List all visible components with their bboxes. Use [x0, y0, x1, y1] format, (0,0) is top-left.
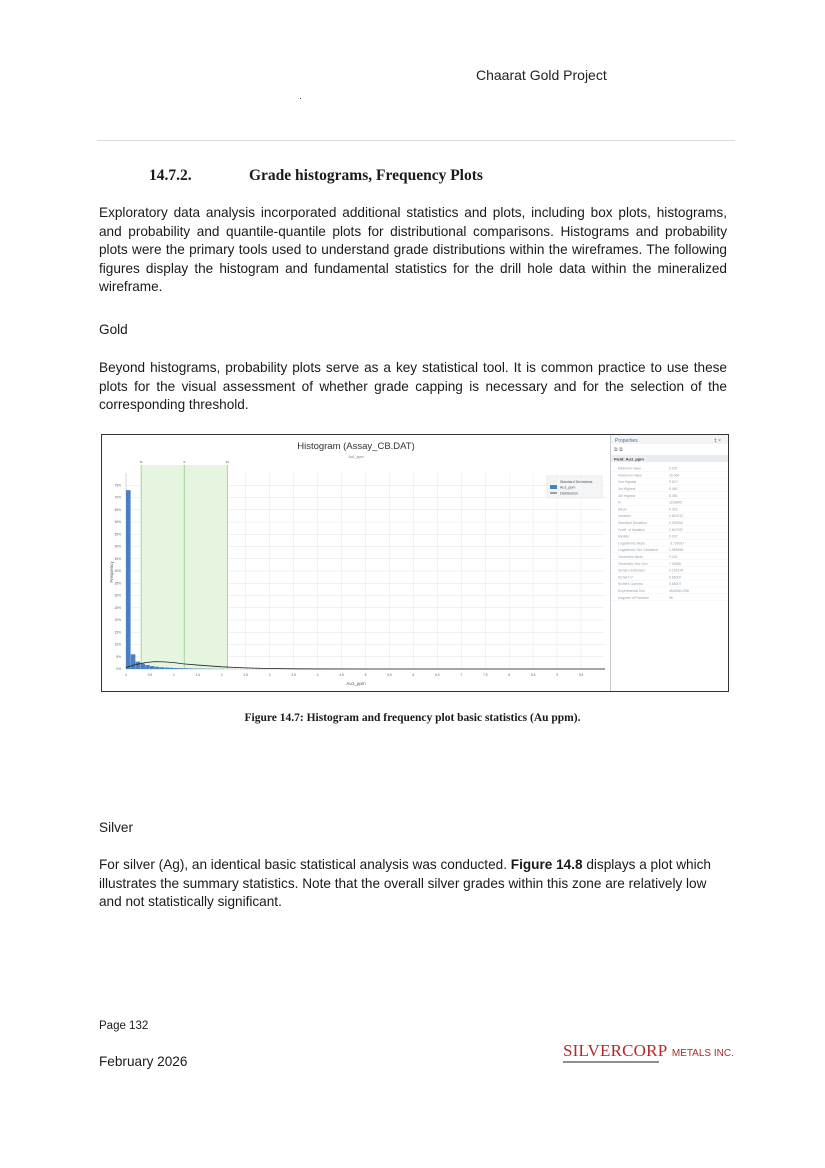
x-tick-label: 8.5: [530, 673, 536, 677]
legend-swatch-bars: [550, 485, 557, 489]
properties-title: Properties: [615, 438, 638, 444]
x-tick-label: 7: [460, 673, 463, 677]
property-name: Logarithmic Std. Deviation: [618, 548, 658, 553]
y-tick-label: 15%: [114, 630, 121, 635]
properties-panel: [610, 435, 728, 691]
y-tick-label: 55%: [114, 532, 121, 537]
chart-subtitle: Au1_ppm: [348, 455, 364, 459]
x-axis-label: Au1_ppm: [346, 681, 366, 686]
y-tick-label: 40%: [114, 569, 121, 573]
pin-close-icon[interactable]: ‡ ×: [714, 438, 722, 444]
histogram-bar: [174, 668, 179, 669]
x-tick-label: 5.5: [387, 673, 392, 677]
property-value: 96: [669, 595, 673, 600]
figure-caption: Figure 14.7: Histogram and frequency plot basic statistics (Au ppm).: [244, 712, 581, 724]
x-tick-label: 4: [316, 673, 319, 677]
histogram-bar: [126, 490, 131, 669]
property-name: Coeff. of Variation: [618, 527, 645, 532]
histogram-bar: [140, 664, 145, 669]
x-tick-label: 6: [412, 673, 415, 677]
silver-text-start: For silver (Ag), an identical basic statistical analysis was conducted.: [99, 857, 511, 872]
property-name: N: [618, 500, 621, 505]
property-value: 0.024: [669, 555, 678, 559]
legend-swatch-std: [550, 480, 557, 483]
histogram-bar: [179, 668, 184, 669]
x-tick-label: 2.5: [243, 673, 248, 677]
y-axis-label: Frequency: [109, 561, 114, 583]
field-name: Field: Au1_ppm: [614, 456, 644, 462]
property-name: Variance: [618, 514, 632, 519]
property-value: 16.000: [669, 473, 680, 478]
histogram-bar: [155, 667, 160, 669]
property-value: -3.730017: [669, 541, 685, 546]
histogram-chart: [102, 435, 728, 691]
silver-paragraph: [99, 856, 727, 912]
x-tick-label: 5: [364, 673, 367, 677]
x-tick-label: 8: [508, 673, 511, 677]
y-tick-label: 30%: [114, 593, 121, 598]
y-tick-label: 75%: [114, 483, 121, 488]
histogram-bar: [136, 662, 141, 669]
property-name: Median: [618, 534, 630, 539]
property-value: 8.080: [669, 493, 678, 498]
footer-date: February 2026: [99, 1054, 188, 1069]
histogram-bar: [145, 665, 150, 669]
x-tick-label: 3.5: [291, 673, 296, 677]
property-value: 7.06350: [669, 561, 682, 566]
property-name: Logarithmic Mean: [618, 541, 645, 546]
property-name: Maximum Value: [618, 473, 643, 478]
property-name: Geometric Mean: [618, 555, 644, 559]
histogram-bar: [160, 667, 165, 669]
x-tick-label: 0: [125, 673, 127, 677]
logo-subtitle: METALS INC.: [671, 1048, 734, 1059]
silver-text-end: displays a plot which illustrates the summary statistics. Note that the overall silver grades within this zone are relatively low and not statistically significant.: [99, 857, 711, 910]
property-name: 4th Highest: [618, 493, 636, 498]
x-tick-label: 3: [268, 673, 271, 677]
running-header: Chaarat Gold Project: [476, 67, 607, 83]
property-name: Geometric Std. Dev.: [618, 561, 649, 566]
x-tick-label: 0.5: [147, 673, 153, 677]
x-tick-label: 7.5: [483, 673, 488, 677]
header-dot: [300, 98, 301, 99]
x-tick-label: 2: [220, 673, 223, 677]
property-value: 8.460: [669, 487, 678, 491]
page-number: Page 132: [99, 1020, 149, 1032]
y-tick-label: 35%: [114, 581, 121, 586]
x-tick-label: 6.5: [435, 673, 440, 677]
property-value: 1159895: [669, 500, 682, 505]
chart-title: Histogram (Assay_CB.DAT): [297, 441, 415, 452]
histogram-bar: [150, 666, 155, 669]
header-divider: [97, 140, 735, 141]
property-name: Sichel's V: [618, 575, 633, 580]
histogram-bar: [188, 668, 193, 669]
section-title: Grade histograms, Frequency Plots: [249, 167, 483, 184]
property-name: Degrees of Freedom: [618, 595, 650, 600]
property-value: 0.161678: [669, 568, 684, 573]
std-dev-label: M: [139, 460, 143, 464]
histogram-bar: [164, 668, 169, 669]
property-value: 2.847937: [669, 527, 684, 532]
property-value: 9.870: [669, 480, 678, 485]
gold-label: Gold: [99, 322, 128, 337]
logo-underline: [563, 1061, 659, 1063]
y-tick-label: 5%: [116, 654, 121, 659]
legend-entry-dist: Distribution: [560, 491, 578, 496]
property-name: Sichel's Estimator: [618, 568, 645, 573]
y-tick-label: 45%: [114, 556, 121, 561]
y-tick-label: 25%: [114, 605, 121, 610]
histogram-bar: [169, 668, 174, 669]
property-value: 0.810012: [669, 514, 684, 519]
y-tick-label: 65%: [114, 507, 121, 512]
y-tick-label: 70%: [114, 495, 121, 500]
std-dev-label: 2S: [225, 460, 230, 464]
histogram-figure: [101, 434, 729, 692]
histogram-bar: [183, 668, 188, 669]
property-name: Sichel's Gamma: [618, 582, 643, 587]
property-name: 2nd Highest: [618, 480, 637, 485]
property-value: 0.316: [669, 507, 678, 512]
legend-entry-bars: Au1_ppm: [560, 485, 576, 490]
property-value: 0.900006: [669, 521, 684, 525]
x-tick-label: 1: [173, 673, 175, 677]
logo-wordmark: SILVERCORP: [563, 1041, 668, 1060]
property-name: Experimental Chi²: [618, 589, 645, 593]
property-name: Mean: [618, 507, 627, 512]
intro-paragraph: Exploratory data analysis incorporated additional statistics and plots, including box plots, histograms, and probability and quantile-quantile plots for distributional comparisons. Histograms and probability plots were the primary tools used to understand grade distributions within the wireframes. The following figures display the histogram and fundamental statistics for the drill hole data within the mineralized wireframe.: [99, 205, 727, 295]
property-value: 4645160.096: [669, 589, 689, 593]
property-value: 6.85200: [669, 575, 682, 580]
y-tick-label: 50%: [114, 544, 121, 549]
y-tick-label: 0%: [116, 667, 121, 671]
legend-entry-std: Standard Deviations: [560, 480, 593, 484]
y-tick-label: 20%: [114, 618, 121, 622]
y-tick-label: 10%: [114, 642, 121, 647]
figure-reference: Figure 14.8: [510, 857, 583, 872]
property-value: 6.68007: [669, 582, 682, 587]
x-tick-label: 9.5: [578, 673, 584, 677]
y-tick-label: 60%: [114, 520, 121, 524]
property-value: 0.022: [669, 534, 678, 539]
property-value: 1.955456: [669, 548, 684, 553]
company-logo: [563, 1041, 734, 1061]
x-tick-label: 1.5: [195, 673, 201, 677]
property-name: Standard Deviation: [618, 521, 647, 525]
x-tick-label: 9: [556, 673, 558, 677]
gold-paragraph: Beyond histograms, probability plots serve as a key statistical tool. It is common practice to use these plots for the visual assessment of whether grade capping is necessary and for the selection of the corresponding threshold.: [99, 360, 727, 413]
section-number: 14.7.2.: [149, 167, 192, 184]
histogram-bar: [131, 654, 136, 669]
property-name: 3rd Highest: [618, 487, 636, 491]
sort-icon[interactable]: ⧉ ⧉: [614, 447, 623, 453]
property-name: Minimum Value: [618, 466, 642, 471]
silver-label: Silver: [99, 820, 133, 835]
property-value: 0.001: [669, 466, 678, 471]
x-tick-label: 4.5: [339, 673, 344, 677]
std-dev-label: S: [183, 460, 186, 464]
